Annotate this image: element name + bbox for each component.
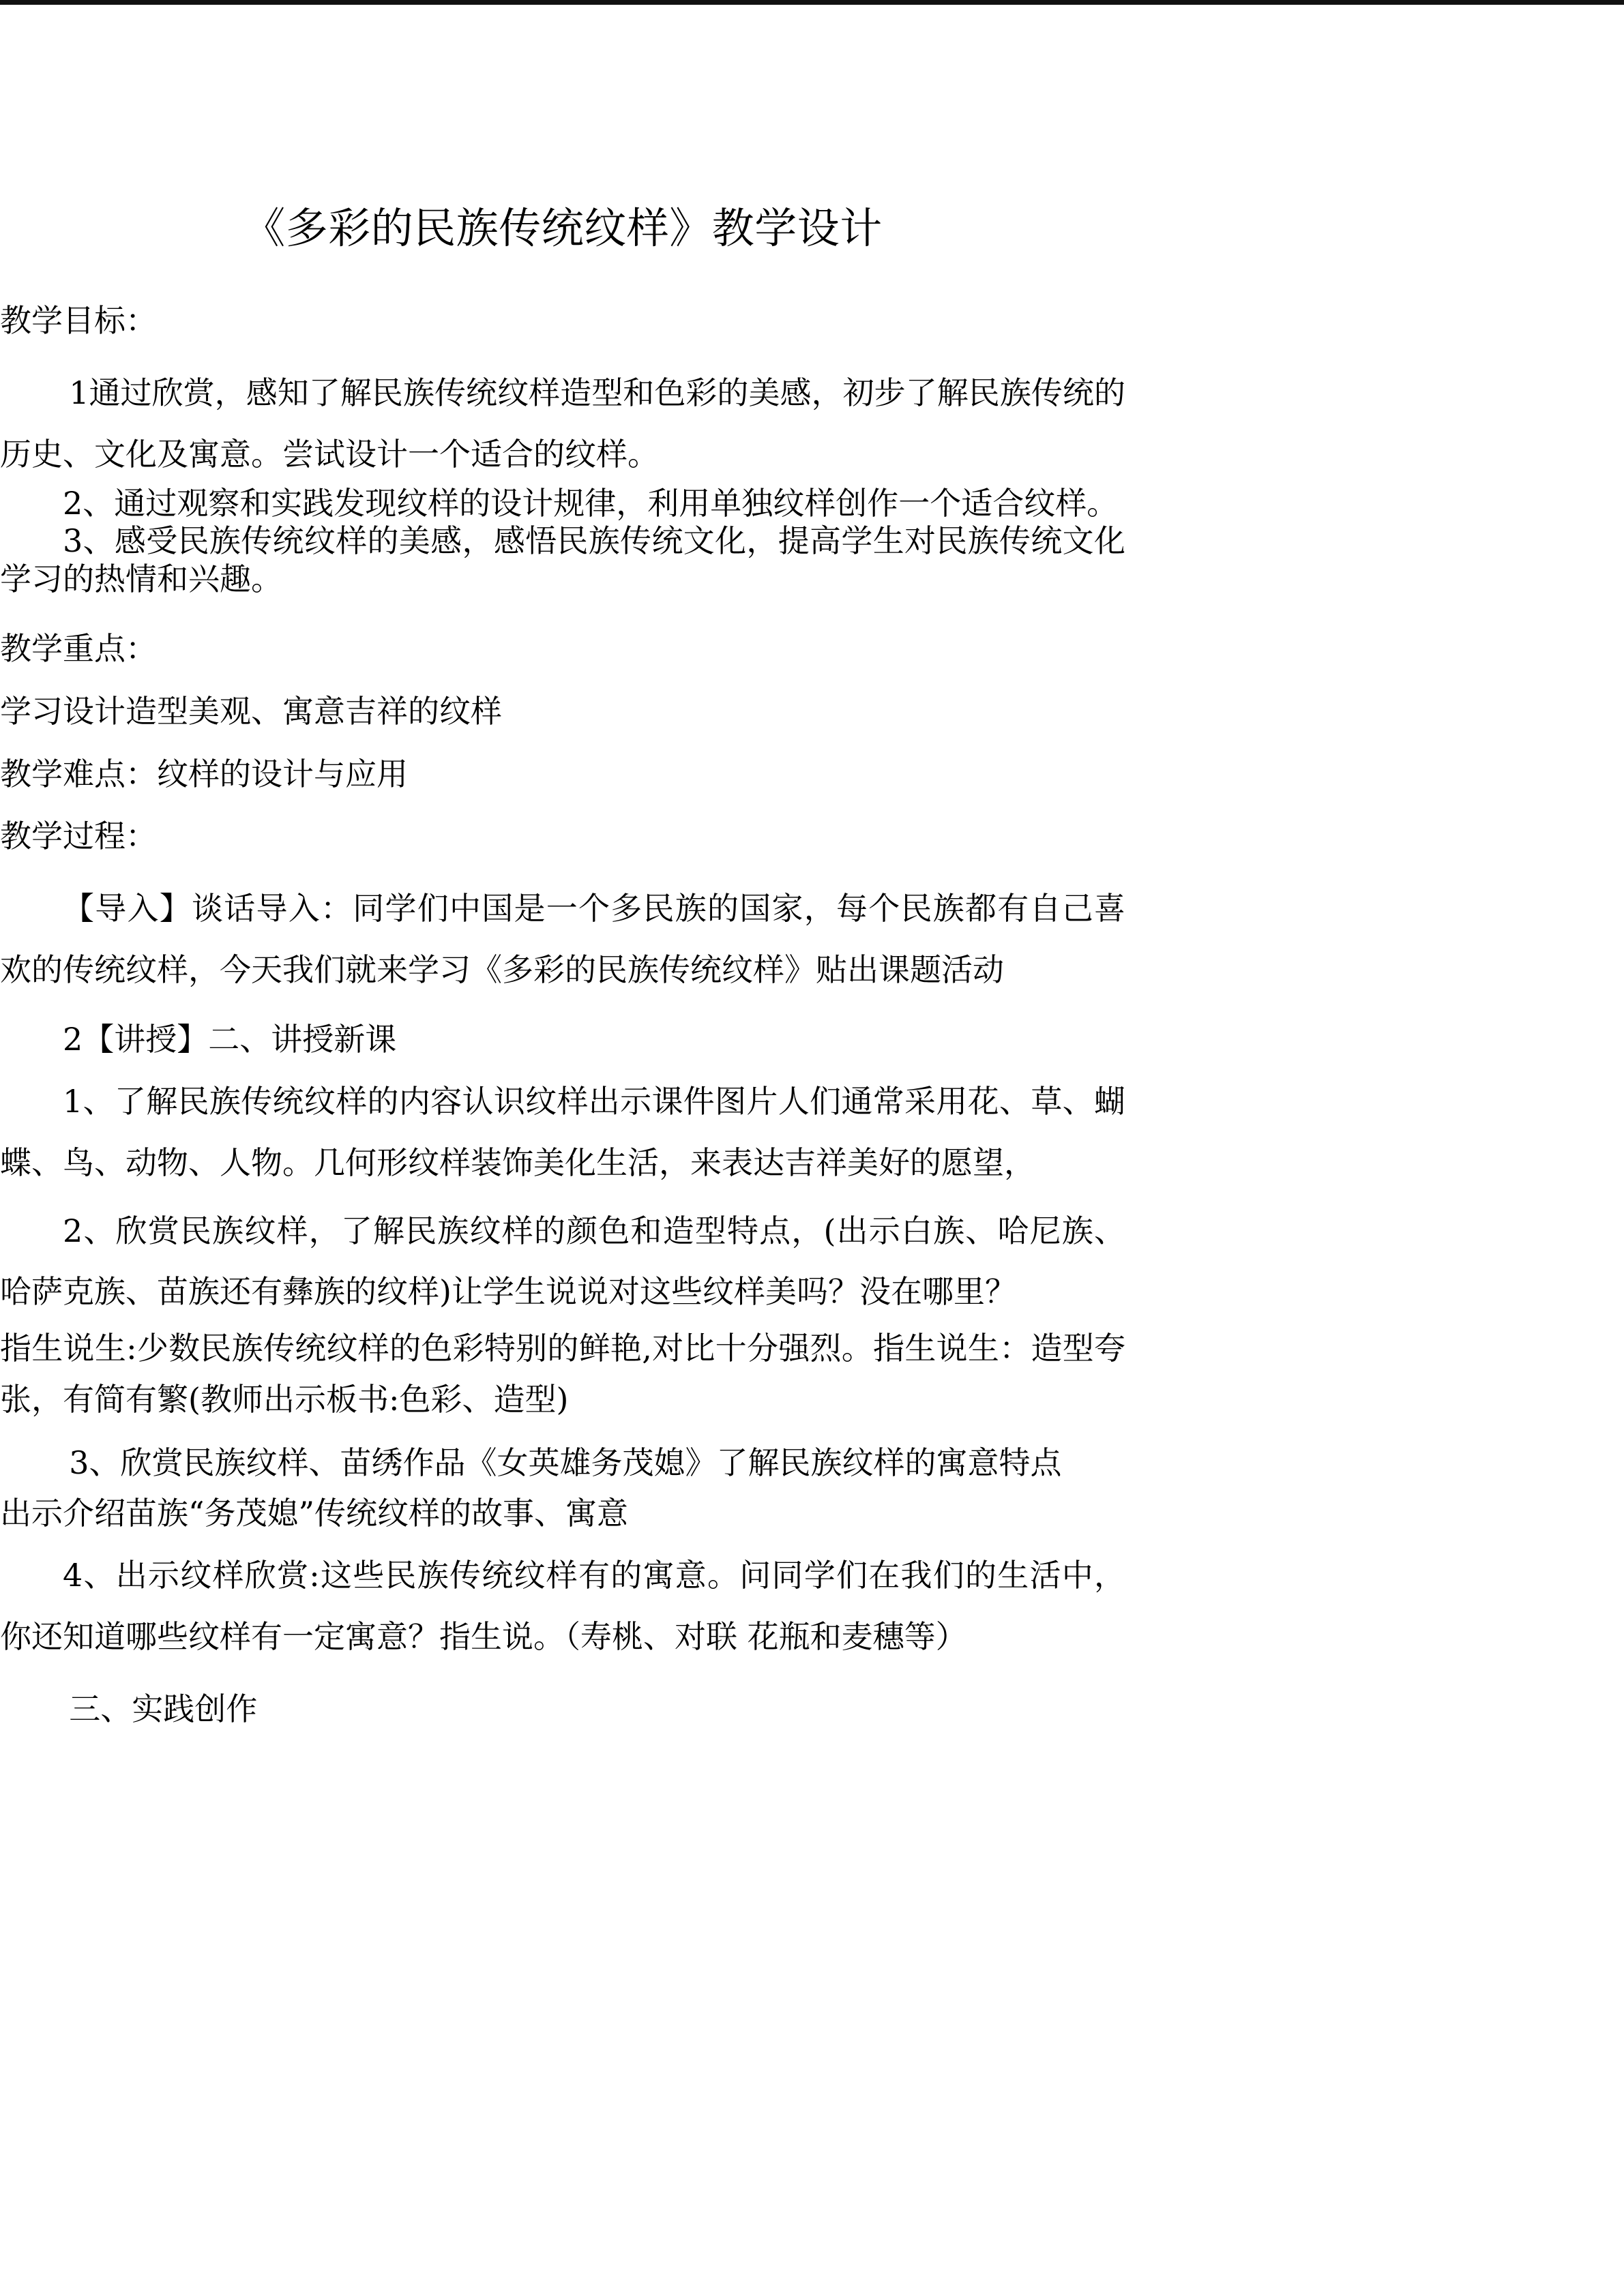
key-point-text: 学习设计造型美观、寓意吉祥的纹样 — [0, 692, 502, 730]
difficulty-line: 教学难点：纹样的设计与应用 — [0, 755, 408, 792]
page-title: 《多彩的民族传统纹样》教学设计 — [243, 203, 883, 253]
process-step-lecture-heading: 2【讲授】二、讲授新课 — [63, 1020, 397, 1058]
spacer — [0, 677, 1125, 684]
lecture-item-4: 4、出示纹样欣赏:这些民族传统纹样有的寓意。问同学们在我们的生活中，你还知道哪些纹样有一定寓意？指生说。（寿桃、对联 花瓶和麦穗等） — [0, 1557, 1125, 1655]
objective-item-3: 3、感受民族传统纹样的美感，感悟民族传统文化，提高学生对民族传统文化学习的热情和兴趣。 — [0, 522, 1125, 597]
process-step-practice-heading: 三、实践创作 — [69, 1690, 258, 1727]
lecture-item-3-part-b: 出示介绍苗族“务茂媳”传统纹样的故事、寓意 — [0, 1494, 629, 1532]
process-heading: 教学过程： — [0, 818, 157, 855]
process-step-intro: 【导入】谈话导入：同学们中国是一个多民族的国家，每个民族都有自己喜欢的传统纹样，今天我们就来学习《多彩的民族传统纹样》贴出课题活动 — [0, 890, 1125, 988]
objective-item-1: 1通过欣赏，感知了解民族传统纹样造型和色彩的美感，初步了解民族传统的历史、文化及寓意。尝试设计一个适合的纹样。 — [0, 374, 1125, 473]
objective-item-2: 2、通过观察和实践发现纹样的设计规律，利用单独纹样创作一个适合纹样。 — [63, 485, 1119, 522]
spacer — [0, 1538, 1125, 1545]
spacer — [0, 740, 1125, 747]
spacer — [0, 598, 1125, 621]
document-body — [0, 293, 1125, 1738]
lecture-item-2-part-b: 指生说生:少数民族传统纹样的色彩特别的鲜艳,对比十分强烈。指生说生：造型夸张，有简有繁(教师出示板书:色彩、造型) — [0, 1330, 1125, 1418]
spacer — [0, 1194, 1125, 1201]
spacer — [0, 1668, 1125, 1682]
spacer — [0, 865, 1125, 878]
spacer — [0, 349, 1125, 363]
objectives-heading: 教学目标： — [0, 302, 157, 339]
spacer — [0, 802, 1125, 809]
lecture-item-3-part-a: 3、欣赏民族纹样、苗绣作品《女英雄务茂媳》了解民族纹样的寓意特点 — [69, 1444, 1062, 1482]
spacer — [0, 1001, 1125, 1015]
spacer — [0, 1064, 1125, 1071]
spacer — [0, 1425, 1125, 1438]
lecture-item-1: 1、了解民族传统纹样的内容认识纹样出示课件图片人们通常采用花、草、蝴蝶、鸟、动物、人物。几何形纹样装饰美化生活，来表达吉祥美好的愿望， — [0, 1083, 1125, 1181]
key-point-heading: 教学重点： — [0, 629, 157, 667]
lecture-item-2-part-a: 2、欣赏民族纹样，了解民族纹样的颜色和造型特点，(出示白族、哈尼族、哈萨克族、苗族还有彝族的纹样)让学生说说对这些纹样美吗？没在哪里？ — [0, 1212, 1125, 1311]
page-top-edge-strip — [0, 0, 1624, 5]
